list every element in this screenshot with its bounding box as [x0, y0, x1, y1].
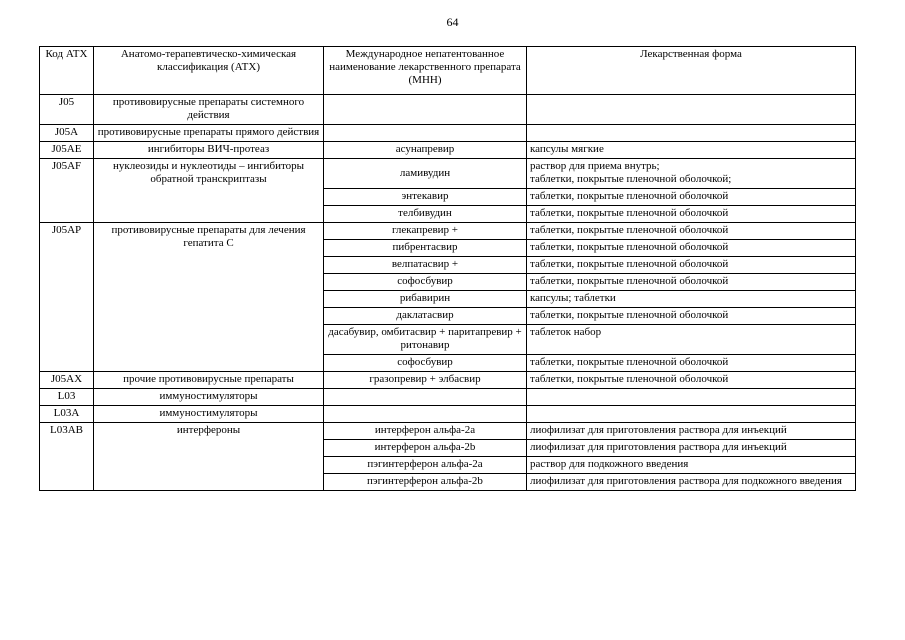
dosage-form-cell — [527, 389, 856, 406]
dosage-form-line: капсулы; таблетки — [530, 292, 616, 304]
table-row — [40, 223, 856, 240]
dosage-form-cell — [527, 274, 856, 291]
inn-cell — [324, 95, 527, 125]
dosage-form-line: лиофилизат для приготовления раствора для инъекций — [530, 424, 787, 436]
atx-classification-cell: противовирусные препараты системного действия — [94, 95, 324, 125]
dosage-form-cell — [527, 355, 856, 372]
inn-cell: дасабувир, омбитасвир + паритапревир + ритонавир — [324, 325, 527, 355]
dosage-form-cell — [527, 189, 856, 206]
inn-cell: пэгинтерферон альфа-2b — [324, 474, 527, 491]
dosage-form-cell — [527, 457, 856, 474]
table-row — [40, 372, 856, 389]
dosage-form-cell — [527, 142, 856, 159]
atx-classification-cell: интерфероны — [94, 423, 324, 491]
dosage-form-line: таблетки, покрытые пленочной оболочкой — [530, 241, 729, 253]
header-code: Код АТХ — [40, 47, 94, 95]
inn-cell: даклатасвир — [324, 308, 527, 325]
dosage-form-line: раствор для приема внутрь; — [530, 160, 660, 172]
dosage-form-line: таблетки, покрытые пленочной оболочкой; — [530, 173, 732, 185]
dosage-form-cell — [527, 159, 856, 189]
inn-cell: телбивудин — [324, 206, 527, 223]
dosage-form-cell — [527, 125, 856, 142]
header-inn: Международное непатентованное наименование лекарственного препарата (МНН) — [324, 47, 527, 95]
dosage-form-line: лиофилизат для приготовления раствора для инъекций — [530, 441, 787, 453]
inn-cell — [324, 406, 527, 423]
atx-code-cell: J05AX — [40, 372, 94, 389]
dosage-form-cell — [527, 474, 856, 491]
inn-cell: пибрентасвир — [324, 240, 527, 257]
table-row — [40, 389, 856, 406]
dosage-form-line: таблетки, покрытые пленочной оболочкой — [530, 190, 729, 202]
table-row — [40, 95, 856, 125]
dosage-form-line: таблеток набор — [530, 326, 602, 338]
dosage-form-cell — [527, 440, 856, 457]
inn-cell: интерферон альфа-2а — [324, 423, 527, 440]
inn-cell: пэгинтерферон альфа-2а — [324, 457, 527, 474]
atx-code-cell: L03AB — [40, 423, 94, 491]
atx-classification-cell: нуклеозиды и нуклеотиды – ингибиторы обратной транскриптазы — [94, 159, 324, 223]
dosage-form-cell — [527, 240, 856, 257]
inn-cell: ламивудин — [324, 159, 527, 189]
dosage-form-line: раствор для подкожного введения — [530, 458, 689, 470]
dosage-form-cell — [527, 372, 856, 389]
atx-classification-cell: ингибиторы ВИЧ-протеаз — [94, 142, 324, 159]
atx-code-cell: J05 — [40, 95, 94, 125]
table-row — [40, 142, 856, 159]
inn-cell: гразопревир + элбасвир — [324, 372, 527, 389]
inn-cell: асунапревир — [324, 142, 527, 159]
inn-cell: интерферон альфа-2b — [324, 440, 527, 457]
dosage-form-cell — [527, 325, 856, 355]
inn-cell: глекапревир + — [324, 223, 527, 240]
table-row — [40, 159, 856, 189]
dosage-form-cell — [527, 423, 856, 440]
dosage-form-line: таблетки, покрытые пленочной оболочкой — [530, 309, 729, 321]
atx-table — [39, 46, 856, 491]
atx-code-cell: J05AE — [40, 142, 94, 159]
dosage-form-cell — [527, 95, 856, 125]
table-row — [40, 423, 856, 440]
header-classification: Анатомо-терапевтическо-химическая классификация (АТХ) — [94, 47, 324, 95]
dosage-form-cell — [527, 257, 856, 274]
atx-code-cell: J05A — [40, 125, 94, 142]
header-form: Лекарственная форма — [527, 47, 856, 95]
table-header-row — [40, 47, 856, 95]
atx-code-cell: J05AP — [40, 223, 94, 372]
inn-cell: энтекавир — [324, 189, 527, 206]
dosage-form-cell — [527, 223, 856, 240]
atx-code-cell: L03A — [40, 406, 94, 423]
dosage-form-line: лиофилизат для приготовления раствора для подкожного введения — [530, 475, 842, 487]
atx-classification-cell: иммуностимуляторы — [94, 406, 324, 423]
atx-classification-cell: иммуностимуляторы — [94, 389, 324, 406]
dosage-form-line: таблетки, покрытые пленочной оболочкой — [530, 207, 729, 219]
atx-classification-cell: противовирусные препараты прямого действия — [94, 125, 324, 142]
dosage-form-cell — [527, 291, 856, 308]
atx-code-cell: J05AF — [40, 159, 94, 223]
dosage-form-line: таблетки, покрытые пленочной оболочкой — [530, 275, 729, 287]
inn-cell: софосбувир — [324, 274, 527, 291]
dosage-form-line: таблетки, покрытые пленочной оболочкой — [530, 373, 729, 385]
atx-classification-cell: прочие противовирусные препараты — [94, 372, 324, 389]
inn-cell: софосбувир — [324, 355, 527, 372]
dosage-form-cell — [527, 406, 856, 423]
inn-cell: рибавирин — [324, 291, 527, 308]
table-row — [40, 406, 856, 423]
inn-cell — [324, 125, 527, 142]
table-row — [40, 125, 856, 142]
atx-classification-cell: противовирусные препараты для лечения гепатита С — [94, 223, 324, 372]
dosage-form-line: капсулы мягкие — [530, 143, 604, 155]
dosage-form-line: таблетки, покрытые пленочной оболочкой — [530, 224, 729, 236]
page-number: 64 — [446, 15, 459, 29]
dosage-form-line: таблетки, покрытые пленочной оболочкой — [530, 356, 729, 368]
atx-code-cell: L03 — [40, 389, 94, 406]
inn-cell: велпатасвир + — [324, 257, 527, 274]
dosage-form-cell — [527, 206, 856, 223]
inn-cell — [324, 389, 527, 406]
table-body — [40, 95, 856, 491]
dosage-form-line: таблетки, покрытые пленочной оболочкой — [530, 258, 729, 270]
dosage-form-cell — [527, 308, 856, 325]
